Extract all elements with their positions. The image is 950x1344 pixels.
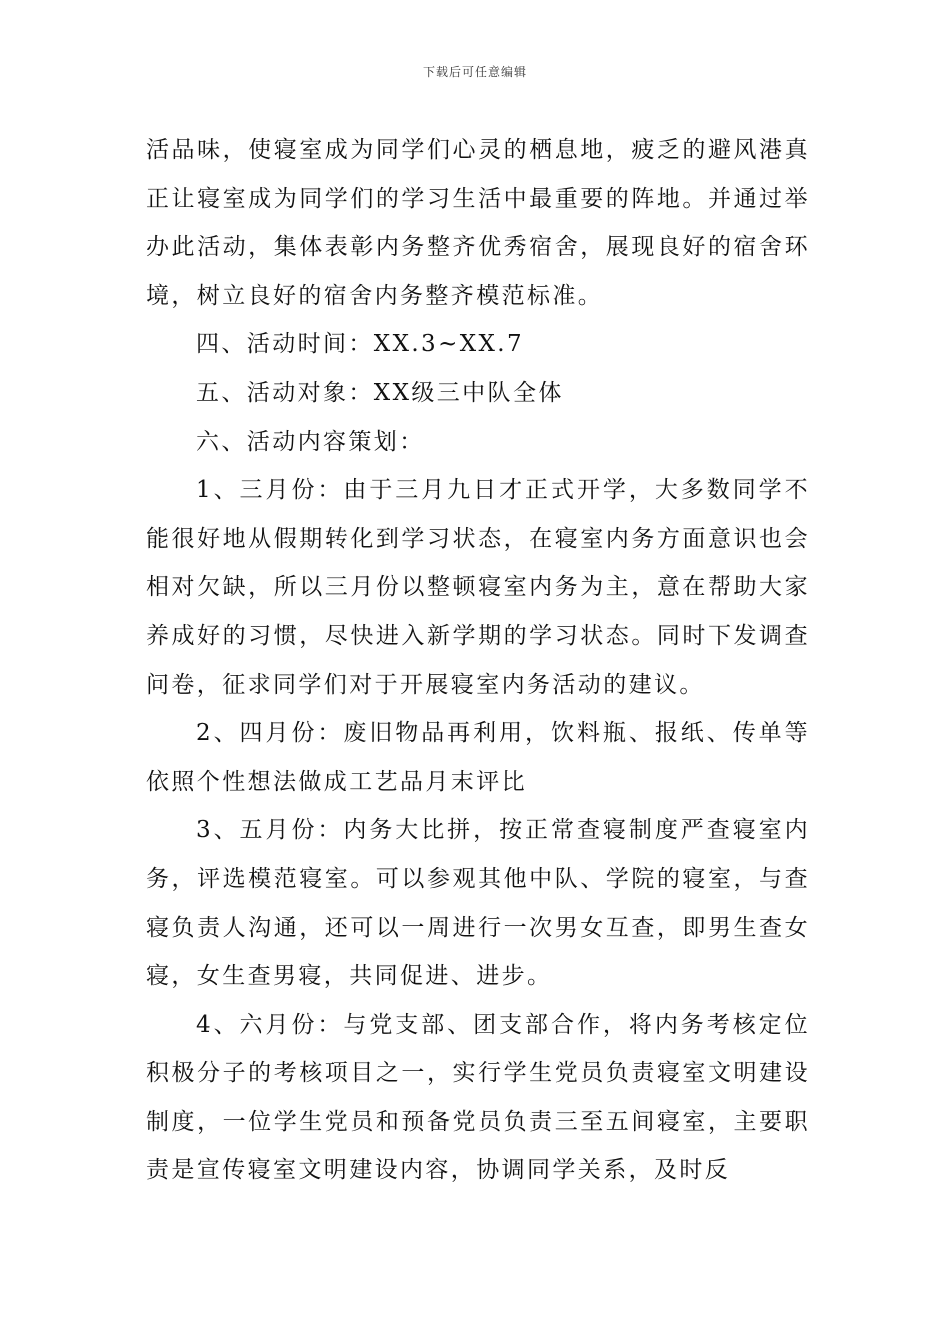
paragraph-activity-plan-heading: 六、活动内容策划：: [196, 428, 425, 455]
paragraph-june: 4、六月份：与党支部、团支部合作，将内务考核定位积极分子的考核项目之一，实行学生党员负责寝室文明建设制度，一位学生党员和预备党员负责三至五间寝室，主要职责是宣传寝室文明建设内容，协调同学关系，及时反: [146, 1011, 810, 1184]
paragraph-may: 3、五月份：内务大比拼，按正常查寝制度严查寝室内务，评选模范寝室。可以参观其他中队、学院的寝室，与查寝负责人沟通，还可以一周进行一次男女互查，即男生查女寝，女生查男寝，共同促进、进步。: [146, 817, 810, 990]
paragraph-activity-target: 五、活动对象：XX级三中队全体: [196, 379, 564, 406]
paragraph-continuation: 活品味，使寝室成为同学们心灵的栖息地，疲乏的避风港真正让寝室成为同学们的学习生活中最重要的阵地。并通过举办此活动，集体表彰内务整齐优秀宿舍，展现良好的宿舍环境，树立良好的宿舍内务整齐模范标准。: [146, 137, 810, 309]
document-body: [146, 126, 810, 1195]
paragraph-march: 1、三月份：由于三月九日才正式开学，大多数同学不能很好地从假期转化到学习状态，在寝室内务方面意识也会相对欠缺，所以三月份以整顿寝室内务为主，意在帮助大家养成好的习惯，尽快进入新学期的学习状态。同时下发调查问卷，征求同学们对于开展寝室内务活动的建议。: [146, 477, 810, 698]
paragraph-activity-time: 四、活动时间：XX.3~XX.7: [196, 331, 525, 358]
paragraph-april: 2、四月份：废旧物品再利用，饮料瓶、报纸、传单等依照个性想法做成工艺品月末评比: [146, 720, 810, 795]
page-header-note: 下载后可任意编辑: [422, 65, 527, 79]
